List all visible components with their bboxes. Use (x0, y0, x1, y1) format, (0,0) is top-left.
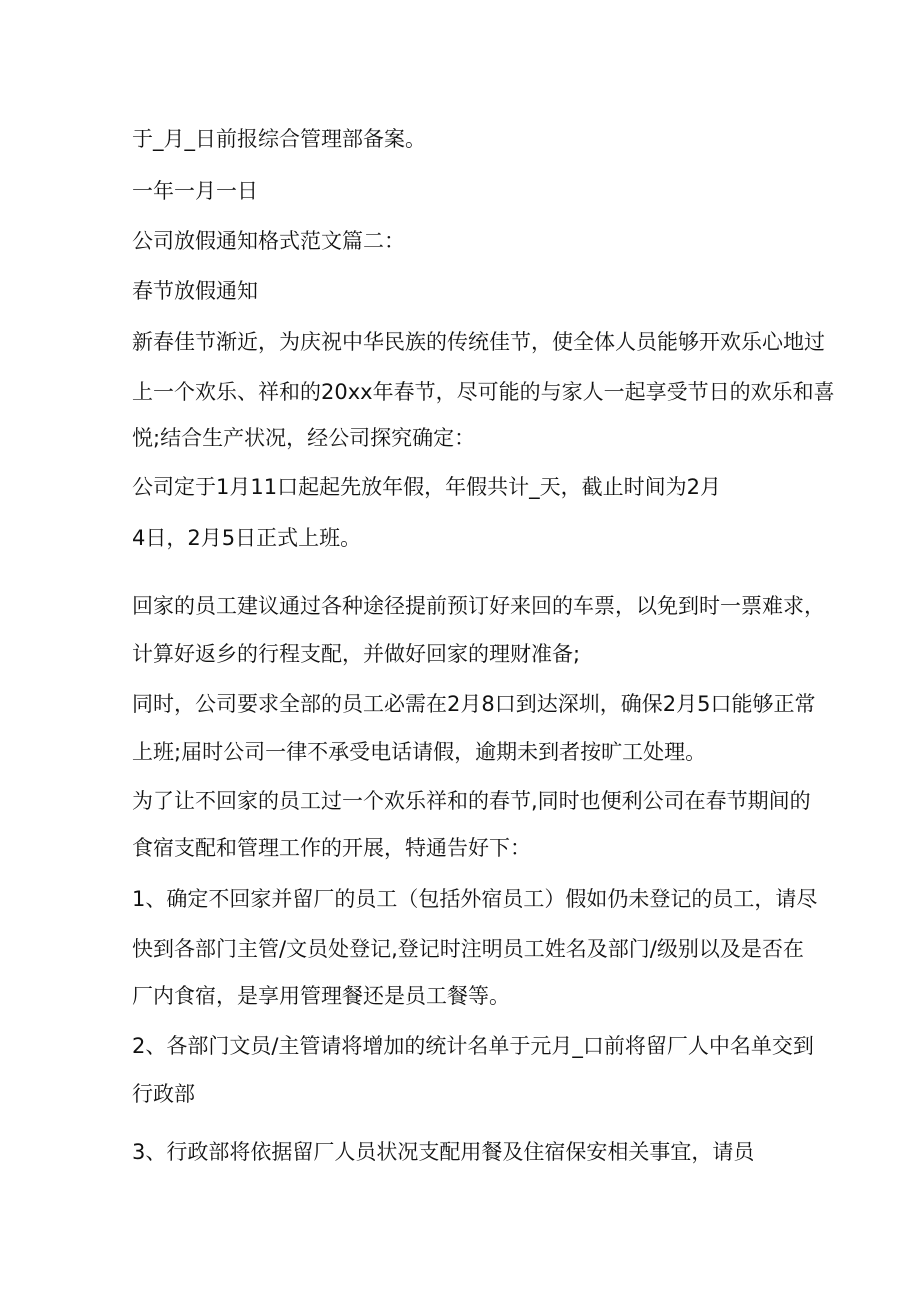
text-line: 一年一月一日 (132, 179, 258, 203)
text-line: 计算好返乡的行程支配，并做好回家的理财准备; (132, 642, 581, 666)
text-line: 上一个欢乐、祥和的20xx年春节，尽可能的与家人一起享受节日的欢乐和喜 (132, 380, 835, 404)
text-line: 为了让不回家的员工过一个欢乐祥和的春节,同时也便利公司在春节期间的 (132, 789, 811, 813)
text-line: 回家的员工建议通过各种途径提前预订好来回的车票，以免到时一票难求， (132, 594, 825, 618)
text-line: 上班;届时公司一律不承受电话请假，逾期未到者按旷工处理。 (132, 740, 707, 764)
list-item-continued: 快到各部门主管/文员处登记,登记时注明员工姓名及部门/级别以及是否在 (132, 937, 804, 961)
list-item: 1、确定不回家并留厂的员工（包括外宿员工）假如仍未登记的员工，请尽 (132, 887, 818, 911)
text-line: 于_月_日前报综合管理部备案。 (132, 127, 426, 151)
list-item-continued: 行政部 (132, 1082, 195, 1106)
text-line: 公司放假通知格式范文篇二： (132, 229, 405, 253)
text-line: 同时，公司要求全部的员工必需在2月8口到达深圳，确保2月5口能够正常 (132, 692, 816, 716)
list-item-continued: 厂内食宿，是享用管理餐还是员工餐等。 (132, 984, 510, 1008)
list-item: 2、各部门文员/主管请将增加的统计名单于元月_口前将留厂人中名单交到 (132, 1034, 814, 1058)
heading: 春节放假通知 (132, 279, 258, 303)
text-line: 食宿支配和管理工作的开展，特通告好下： (132, 836, 531, 860)
list-item: 3、行政部将依据留厂人员状况支配用餐及住宿保安相关事宜，请员 (132, 1140, 755, 1164)
text-line: 4日，2月5日正式上班。 (132, 526, 362, 550)
text-line: 悦;结合生产状况，经公司探究确定： (132, 426, 476, 450)
text-line: 新春佳节渐近，为庆祝中华民族的传统佳节，使全体人员能够开欢乐心地过 (132, 330, 825, 354)
text-line: 公司定于1月11口起起先放年假，年假共计_天，截止时间为2月 (132, 475, 721, 499)
